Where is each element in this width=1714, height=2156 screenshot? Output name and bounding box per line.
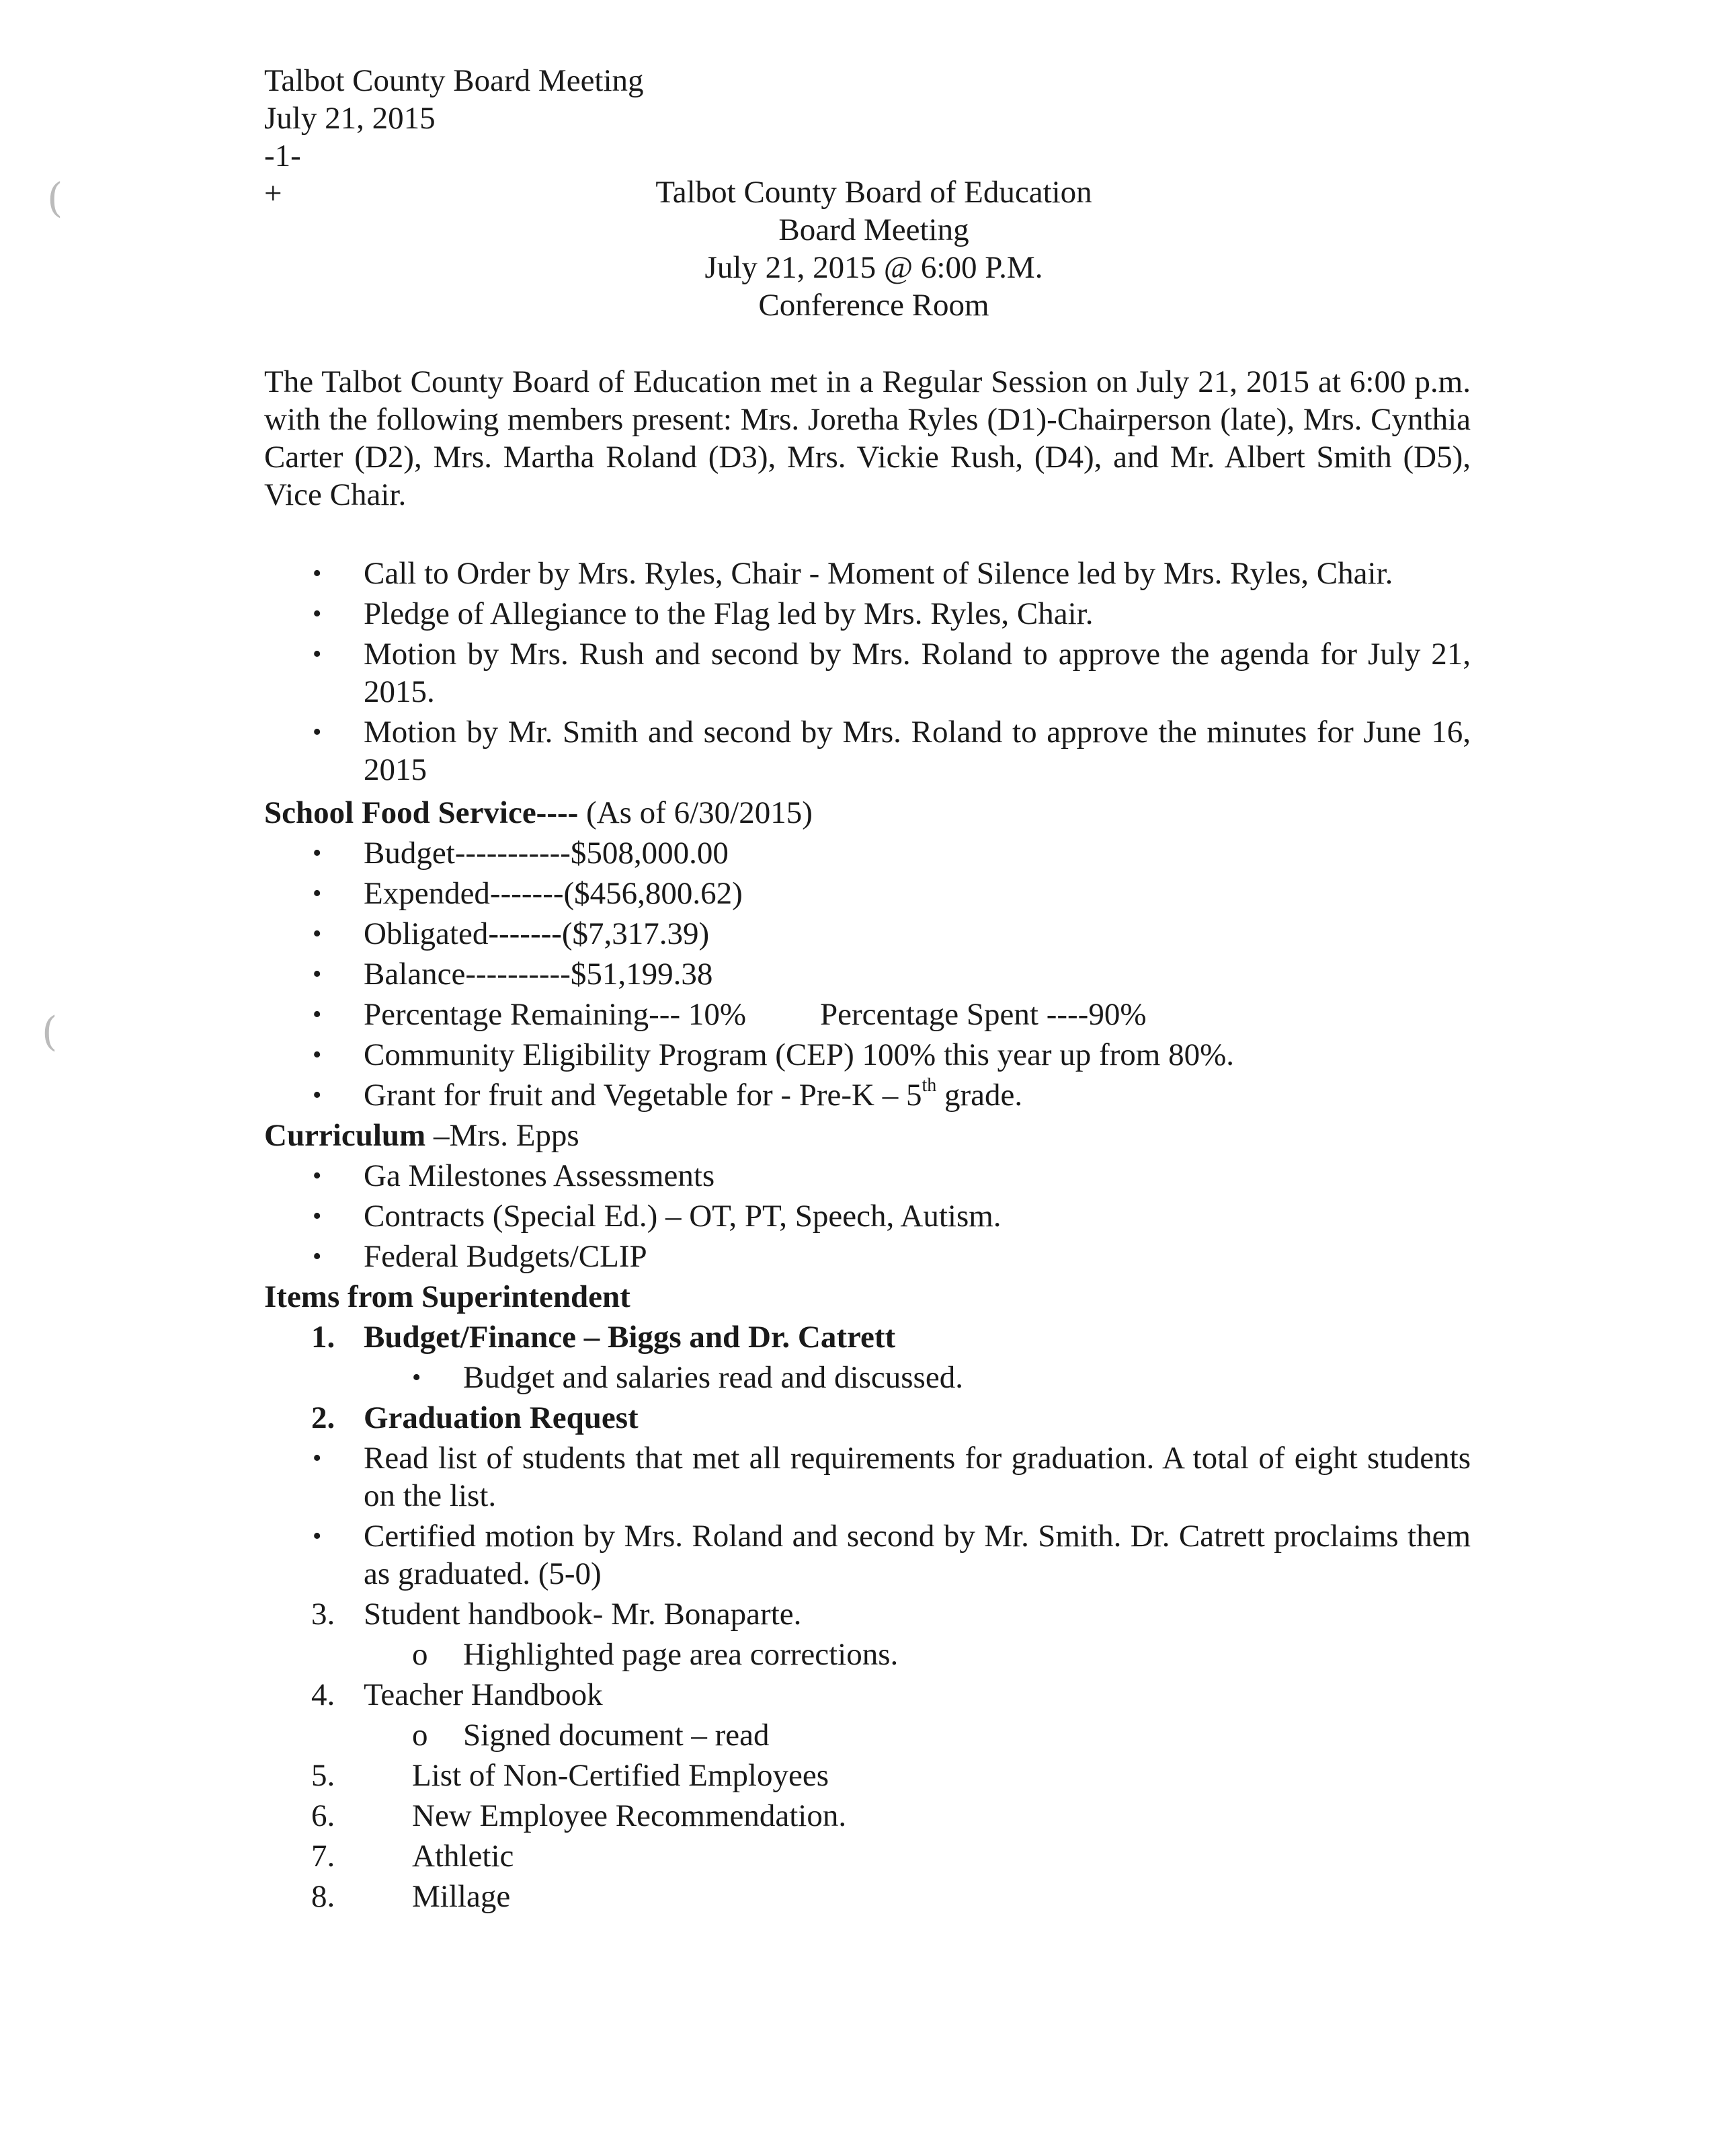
heading-note: (As of 6/30/2015) (578, 795, 813, 830)
percentage-remaining: Percentage Remaining--- 10% (364, 997, 747, 1032)
grant-text: Grant for fruit and Vegetable for - Pre-K – 5 (364, 1078, 922, 1113)
expended-line: • Expended-------($456,800.62) (264, 875, 1471, 912)
item-number: 8. (311, 1879, 335, 1914)
header-title: Talbot County Board Meeting (264, 63, 644, 98)
item-label: Athletic (412, 1839, 514, 1874)
item-number: 1. (311, 1320, 335, 1355)
document-title (0, 173, 1714, 324)
header-page-number: -1- (264, 138, 301, 173)
heading-note: –Mrs. Epps (425, 1118, 579, 1153)
item-label: Graduation Request (364, 1400, 639, 1435)
section-heading: School Food Service---- (264, 795, 579, 830)
item-number: 6. (311, 1798, 335, 1833)
item-number: 5. (311, 1758, 335, 1793)
superintendent-item-3 (264, 1595, 1471, 1633)
food-service-list (264, 834, 1471, 1114)
list-item: • Pledge of Allegiance to the Flag led by Mrs. Ryles, Chair. (264, 595, 1471, 633)
curriculum-list (264, 1157, 1471, 1275)
title-location: Conference Room (758, 288, 989, 323)
superintendent-item-2 (264, 1399, 1471, 1437)
superintendent-item-6 (264, 1797, 1471, 1835)
grant-superscript: th (922, 1075, 937, 1096)
list-item: • Motion by Mr. Smith and second by Mrs. Roland to approve the minutes for June 16, 2015 (264, 713, 1471, 789)
superintendent-item-4 (264, 1676, 1471, 1714)
superintendent-item-5 (264, 1757, 1471, 1794)
superintendent-item-4-detail: o Signed document – read (264, 1716, 1471, 1754)
scan-mark-paren: ( (47, 175, 63, 222)
intro-paragraph: The Talbot County Board of Education met in a Regular Session on July 21, 2015 at 6:00 p.m. with the following members present: Mrs. Joretha Ryles (D1)-Chairperson (late), Mrs. Cynthia Carter (D2), Mrs. Martha Roland (D3), Mrs. Vickie Rush, (D4), and Mr. Albert Smith (D5), Vice Chair. (264, 364, 1471, 512)
title-meeting: Board Meeting (778, 212, 969, 247)
grant-text-end: grade. (936, 1078, 1023, 1113)
list-item: • Federal Budgets/CLIP (264, 1238, 1471, 1275)
item-label: Teacher Handbook (364, 1677, 603, 1712)
opening-items-list (264, 555, 1471, 789)
superintendent-item-1 (264, 1318, 1471, 1356)
header-plus: + (264, 176, 282, 211)
graduation-detail: • Read list of students that met all requirements for graduation. A total of eight students on the list. (264, 1439, 1471, 1515)
header-date: July 21, 2015 (264, 101, 436, 136)
title-organization: Talbot County Board of Education (655, 175, 1092, 210)
list-item: • Contracts (Special Ed.) – OT, PT, Speech, Autism. (264, 1197, 1471, 1235)
section-heading: Curriculum (264, 1118, 426, 1153)
list-item: • Motion by Mrs. Rush and second by Mrs. Roland to approve the agenda for July 21, 2015. (264, 635, 1471, 711)
superintendent-item-8 (264, 1878, 1471, 1915)
grant-line (264, 1076, 1471, 1114)
percentage-spent: Percentage Spent ----90% (820, 997, 1147, 1032)
graduation-detail: • Certified motion by Mrs. Roland and second by Mr. Smith. Dr. Catrett proclaims them as graduated. (5-0) (264, 1517, 1471, 1593)
item-number: 2. (311, 1400, 335, 1435)
obligated-line: • Obligated-------($7,317.39) (264, 915, 1471, 953)
item-label: Millage (412, 1879, 511, 1914)
item-number: 3. (311, 1597, 335, 1632)
food-service-heading (264, 794, 1471, 832)
superintendent-heading: Items from Superintendent (264, 1279, 630, 1314)
scan-mark-paren: ( (42, 1008, 58, 1055)
title-datetime: July 21, 2015 @ 6:00 P.M. (704, 250, 1043, 285)
superintendent-item-3-detail: o Highlighted page area corrections. (264, 1636, 1471, 1673)
budget-line: • Budget-----------$508,000.00 (264, 834, 1471, 872)
item-label: New Employee Recommendation. (412, 1798, 847, 1833)
item-label: Student handbook- Mr. Bonaparte. (364, 1597, 802, 1632)
superintendent-item-1-detail: • Budget and salaries read and discussed. (264, 1359, 1471, 1396)
list-item: • Call to Order by Mrs. Ryles, Chair - Moment of Silence led by Mrs. Ryles, Chair. (264, 555, 1471, 592)
superintendent-item-7 (264, 1837, 1471, 1875)
item-label: Budget/Finance – Biggs and Dr. Catrett (364, 1320, 896, 1355)
percentage-line (264, 996, 1471, 1033)
item-number: 4. (311, 1677, 335, 1712)
curriculum-heading (264, 1117, 1471, 1154)
minutes-body (264, 555, 1471, 1918)
list-item: • Ga Milestones Assessments (264, 1157, 1471, 1195)
item-number: 7. (311, 1839, 335, 1874)
balance-line: • Balance----------$51,199.38 (264, 955, 1471, 993)
item-label: List of Non-Certified Employees (412, 1758, 829, 1793)
cep-line: • Community Eligibility Program (CEP) 100% this year up from 80%. (264, 1036, 1471, 1074)
